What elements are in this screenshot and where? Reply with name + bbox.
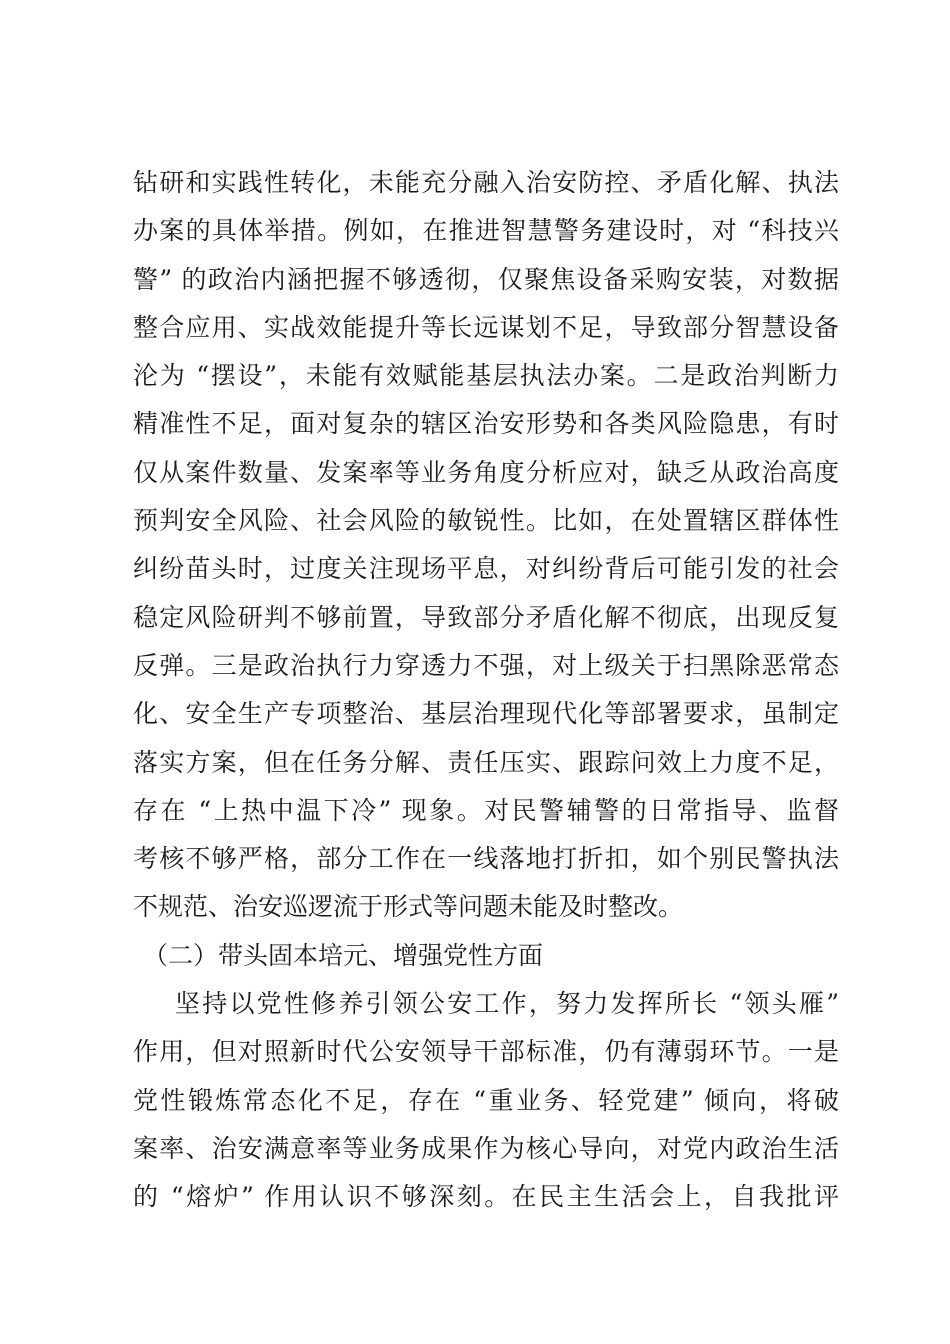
paragraph-line: 坚持以党性修养引领公安工作，努力发挥所长 “领头雁” [175, 989, 839, 1019]
paragraph-line: 案率、治安满意率等业务成果作为核心导向，对党内政治生活 [133, 1133, 839, 1163]
paragraph-line: 反弹。三是政治执行力穿透力不强，对上级关于扫黑除恶常态 [133, 650, 839, 680]
paragraph-line: 警” 的政治内涵把握不够透彻，仅聚焦设备采购安装，对数据 [133, 264, 839, 294]
paragraph-line: 纠纷苗头时，过度关注现场平息，对纠纷背后可能引发的社会 [133, 554, 839, 584]
paragraph-line: 党性锻炼常态化不足，存在 “重业务、轻党建” 倾向，将破 [133, 1085, 839, 1115]
paragraph-line: 办案的具体举措。例如，在推进智慧警务建设时，对 “科技兴 [133, 216, 839, 246]
paragraph-line: 落实方案，但在任务分解、责任压实、跟踪问效上力度不足， [133, 747, 839, 777]
document-body [133, 159, 839, 1222]
paragraph-line: 的 “熔炉” 作用认识不够深刻。在民主生活会上，自我批评 [133, 1182, 839, 1212]
paragraph-line: 钻研和实践性转化，未能充分融入治安防控、矛盾化解、执法 [133, 168, 839, 197]
paragraph-line: 沦为 “摆设”，未能有效赋能基层执法办案。二是政治判断力 [133, 361, 839, 391]
paragraph-line: 考核不够严格，部分工作在一线落地打折扣，如个别民警执法 [133, 844, 839, 874]
paragraph-line: 不规范、治安巡逻流于形式等问题未能及时整改。 [133, 892, 684, 922]
paragraph-line: 仅从案件数量、发案率等业务角度分析应对，缺乏从政治高度 [133, 457, 839, 487]
paragraph-line: 预判安全风险、社会风险的敏锐性。比如，在处置辖区群体性 [133, 506, 839, 536]
paragraph-line: 整合应用、实战效能提升等长远谋划不足，导致部分智慧设备 [133, 312, 839, 342]
paragraph-line: 稳定风险研判不够前置，导致部分矛盾化解不彻底，出现反复 [133, 602, 839, 632]
section-heading: （二）带头固本培元、增强党性方面 [143, 940, 544, 970]
paragraph-line: 存在 “上热中温下冷” 现象。对民警辅警的日常指导、监督 [133, 795, 839, 825]
paragraph-line: 作用，但对照新时代公安领导干部标准，仍有薄弱环节。一是 [133, 1037, 839, 1067]
paragraph-line: 精准性不足，面对复杂的辖区治安形势和各类风险隐患，有时 [133, 409, 839, 439]
paragraph-line: 化、安全生产专项整治、基层治理现代化等部署要求，虽制定 [133, 699, 839, 729]
